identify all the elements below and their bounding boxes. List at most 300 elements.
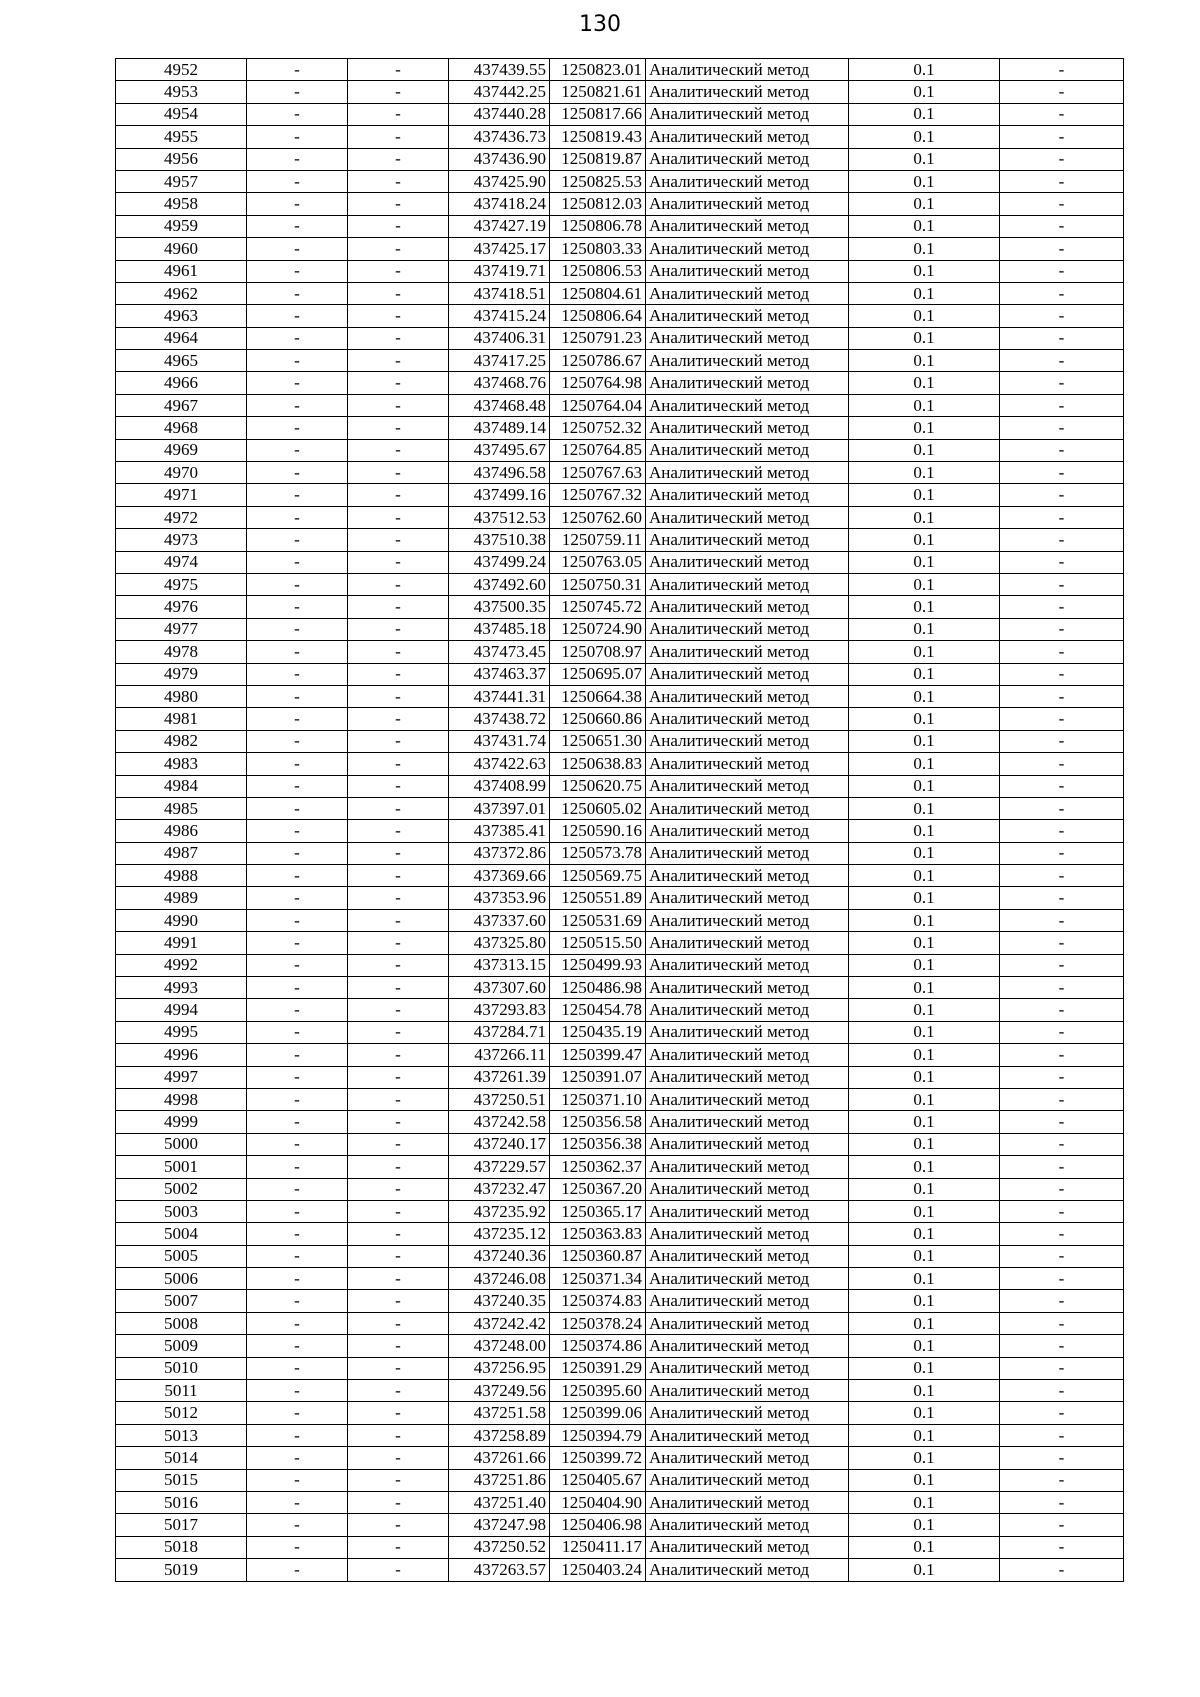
point-number-cell: 4969 xyxy=(116,439,247,461)
x-coordinate-cell: 437258.89 xyxy=(449,1424,550,1446)
accuracy-cell: 0.1 xyxy=(849,1514,1000,1536)
method-cell: Аналитический метод xyxy=(646,842,849,864)
table-row xyxy=(116,977,1124,999)
method-cell: Аналитический метод xyxy=(646,865,849,887)
x-coordinate-cell: 437293.83 xyxy=(449,999,550,1021)
table-row xyxy=(116,1357,1124,1379)
point-number-cell: 4971 xyxy=(116,484,247,506)
table-row xyxy=(116,1223,1124,1245)
empty-cell: - xyxy=(1000,350,1124,372)
empty-cell: - xyxy=(247,417,348,439)
point-number-cell: 5007 xyxy=(116,1290,247,1312)
empty-cell: - xyxy=(1000,1447,1124,1469)
accuracy-cell: 0.1 xyxy=(849,954,1000,976)
empty-cell: - xyxy=(247,1514,348,1536)
empty-cell: - xyxy=(1000,193,1124,215)
y-coordinate-cell: 1250660.86 xyxy=(550,708,646,730)
point-number-cell: 4974 xyxy=(116,551,247,573)
empty-cell: - xyxy=(247,1357,348,1379)
empty-cell: - xyxy=(1000,999,1124,1021)
method-cell: Аналитический метод xyxy=(646,573,849,595)
point-number-cell: 4966 xyxy=(116,372,247,394)
x-coordinate-cell: 437266.11 xyxy=(449,1044,550,1066)
empty-cell: - xyxy=(247,394,348,416)
method-cell: Аналитический метод xyxy=(646,148,849,170)
table-row xyxy=(116,909,1124,931)
empty-cell: - xyxy=(247,238,348,260)
empty-cell: - xyxy=(247,1133,348,1155)
empty-cell: - xyxy=(348,708,449,730)
point-number-cell: 4973 xyxy=(116,529,247,551)
empty-cell: - xyxy=(348,506,449,528)
empty-cell: - xyxy=(348,641,449,663)
point-number-cell: 5015 xyxy=(116,1469,247,1491)
empty-cell: - xyxy=(247,1200,348,1222)
method-cell: Аналитический метод xyxy=(646,685,849,707)
empty-cell: - xyxy=(1000,260,1124,282)
point-number-cell: 4990 xyxy=(116,909,247,931)
x-coordinate-cell: 437418.24 xyxy=(449,193,550,215)
y-coordinate-cell: 1250403.24 xyxy=(550,1559,646,1581)
point-number-cell: 5013 xyxy=(116,1424,247,1446)
method-cell: Аналитический метод xyxy=(646,282,849,304)
accuracy-cell: 0.1 xyxy=(849,1312,1000,1334)
empty-cell: - xyxy=(1000,215,1124,237)
empty-cell: - xyxy=(348,327,449,349)
table-row xyxy=(116,1312,1124,1334)
x-coordinate-cell: 437436.90 xyxy=(449,148,550,170)
empty-cell: - xyxy=(247,999,348,1021)
point-number-cell: 4960 xyxy=(116,238,247,260)
x-coordinate-cell: 437492.60 xyxy=(449,573,550,595)
x-coordinate-cell: 437242.42 xyxy=(449,1312,550,1334)
x-coordinate-cell: 437248.00 xyxy=(449,1335,550,1357)
method-cell: Аналитический метод xyxy=(646,372,849,394)
empty-cell: - xyxy=(1000,1514,1124,1536)
x-coordinate-cell: 437372.86 xyxy=(449,842,550,864)
point-number-cell: 4994 xyxy=(116,999,247,1021)
point-number-cell: 5014 xyxy=(116,1447,247,1469)
method-cell: Аналитический метод xyxy=(646,797,849,819)
empty-cell: - xyxy=(1000,170,1124,192)
table-row xyxy=(116,1021,1124,1043)
empty-cell: - xyxy=(247,708,348,730)
y-coordinate-cell: 1250404.90 xyxy=(550,1492,646,1514)
y-coordinate-cell: 1250759.11 xyxy=(550,529,646,551)
empty-cell: - xyxy=(1000,909,1124,931)
empty-cell: - xyxy=(1000,663,1124,685)
y-coordinate-cell: 1250394.79 xyxy=(550,1424,646,1446)
point-number-cell: 4988 xyxy=(116,865,247,887)
empty-cell: - xyxy=(1000,1044,1124,1066)
x-coordinate-cell: 437232.47 xyxy=(449,1178,550,1200)
point-number-cell: 5004 xyxy=(116,1223,247,1245)
empty-cell: - xyxy=(247,909,348,931)
method-cell: Аналитический метод xyxy=(646,1335,849,1357)
empty-cell: - xyxy=(348,1469,449,1491)
empty-cell: - xyxy=(348,81,449,103)
method-cell: Аналитический метод xyxy=(646,1223,849,1245)
accuracy-cell: 0.1 xyxy=(849,685,1000,707)
empty-cell: - xyxy=(1000,685,1124,707)
x-coordinate-cell: 437397.01 xyxy=(449,797,550,819)
y-coordinate-cell: 1250454.78 xyxy=(550,999,646,1021)
method-cell: Аналитический метод xyxy=(646,81,849,103)
point-number-cell: 4962 xyxy=(116,282,247,304)
empty-cell: - xyxy=(247,1424,348,1446)
method-cell: Аналитический метод xyxy=(646,1469,849,1491)
table-row xyxy=(116,282,1124,304)
point-number-cell: 4954 xyxy=(116,103,247,125)
empty-cell: - xyxy=(247,1312,348,1334)
point-number-cell: 5018 xyxy=(116,1536,247,1558)
empty-cell: - xyxy=(348,797,449,819)
accuracy-cell: 0.1 xyxy=(849,462,1000,484)
accuracy-cell: 0.1 xyxy=(849,1200,1000,1222)
empty-cell: - xyxy=(247,1380,348,1402)
point-number-cell: 5012 xyxy=(116,1402,247,1424)
empty-cell: - xyxy=(348,282,449,304)
accuracy-cell: 0.1 xyxy=(849,126,1000,148)
empty-cell: - xyxy=(348,932,449,954)
empty-cell: - xyxy=(247,1021,348,1043)
y-coordinate-cell: 1250399.06 xyxy=(550,1402,646,1424)
point-number-cell: 4964 xyxy=(116,327,247,349)
x-coordinate-cell: 437313.15 xyxy=(449,954,550,976)
method-cell: Аналитический метод xyxy=(646,1245,849,1267)
y-coordinate-cell: 1250803.33 xyxy=(550,238,646,260)
accuracy-cell: 0.1 xyxy=(849,305,1000,327)
point-number-cell: 5001 xyxy=(116,1156,247,1178)
y-coordinate-cell: 1250804.61 xyxy=(550,282,646,304)
table-row xyxy=(116,1111,1124,1133)
empty-cell: - xyxy=(348,618,449,640)
empty-cell: - xyxy=(247,350,348,372)
y-coordinate-cell: 1250406.98 xyxy=(550,1514,646,1536)
table-row xyxy=(116,215,1124,237)
table-row xyxy=(116,484,1124,506)
y-coordinate-cell: 1250374.86 xyxy=(550,1335,646,1357)
empty-cell: - xyxy=(1000,1380,1124,1402)
accuracy-cell: 0.1 xyxy=(849,506,1000,528)
y-coordinate-cell: 1250823.01 xyxy=(550,59,646,81)
empty-cell: - xyxy=(348,350,449,372)
x-coordinate-cell: 437242.58 xyxy=(449,1111,550,1133)
method-cell: Аналитический метод xyxy=(646,663,849,685)
accuracy-cell: 0.1 xyxy=(849,730,1000,752)
point-number-cell: 5003 xyxy=(116,1200,247,1222)
y-coordinate-cell: 1250405.67 xyxy=(550,1469,646,1491)
table-row xyxy=(116,1290,1124,1312)
empty-cell: - xyxy=(247,730,348,752)
method-cell: Аналитический метод xyxy=(646,327,849,349)
empty-cell: - xyxy=(348,1514,449,1536)
accuracy-cell: 0.1 xyxy=(849,1111,1000,1133)
table-row xyxy=(116,954,1124,976)
y-coordinate-cell: 1250786.67 xyxy=(550,350,646,372)
empty-cell: - xyxy=(1000,977,1124,999)
method-cell: Аналитический метод xyxy=(646,932,849,954)
point-number-cell: 4970 xyxy=(116,462,247,484)
empty-cell: - xyxy=(348,573,449,595)
empty-cell: - xyxy=(1000,1335,1124,1357)
accuracy-cell: 0.1 xyxy=(849,1044,1000,1066)
x-coordinate-cell: 437427.19 xyxy=(449,215,550,237)
accuracy-cell: 0.1 xyxy=(849,170,1000,192)
y-coordinate-cell: 1250638.83 xyxy=(550,753,646,775)
accuracy-cell: 0.1 xyxy=(849,1021,1000,1043)
accuracy-cell: 0.1 xyxy=(849,820,1000,842)
method-cell: Аналитический метод xyxy=(646,350,849,372)
x-coordinate-cell: 437261.39 xyxy=(449,1066,550,1088)
empty-cell: - xyxy=(247,977,348,999)
x-coordinate-cell: 437246.08 xyxy=(449,1268,550,1290)
empty-cell: - xyxy=(247,529,348,551)
empty-cell: - xyxy=(348,551,449,573)
y-coordinate-cell: 1250371.10 xyxy=(550,1088,646,1110)
point-number-cell: 4986 xyxy=(116,820,247,842)
accuracy-cell: 0.1 xyxy=(849,977,1000,999)
method-cell: Аналитический метод xyxy=(646,708,849,730)
empty-cell: - xyxy=(348,1066,449,1088)
y-coordinate-cell: 1250378.24 xyxy=(550,1312,646,1334)
x-coordinate-cell: 437240.17 xyxy=(449,1133,550,1155)
x-coordinate-cell: 437440.28 xyxy=(449,103,550,125)
empty-cell: - xyxy=(247,1559,348,1581)
x-coordinate-cell: 437250.51 xyxy=(449,1088,550,1110)
table-row xyxy=(116,1424,1124,1446)
empty-cell: - xyxy=(1000,282,1124,304)
point-number-cell: 5017 xyxy=(116,1514,247,1536)
empty-cell: - xyxy=(1000,551,1124,573)
point-number-cell: 4972 xyxy=(116,506,247,528)
method-cell: Аналитический метод xyxy=(646,193,849,215)
point-number-cell: 5006 xyxy=(116,1268,247,1290)
table-row xyxy=(116,439,1124,461)
accuracy-cell: 0.1 xyxy=(849,529,1000,551)
point-number-cell: 4953 xyxy=(116,81,247,103)
table-row xyxy=(116,1402,1124,1424)
table-row xyxy=(116,1133,1124,1155)
y-coordinate-cell: 1250695.07 xyxy=(550,663,646,685)
table-row xyxy=(116,887,1124,909)
empty-cell: - xyxy=(247,551,348,573)
point-number-cell: 4979 xyxy=(116,663,247,685)
table-row xyxy=(116,238,1124,260)
method-cell: Аналитический метод xyxy=(646,641,849,663)
y-coordinate-cell: 1250399.72 xyxy=(550,1447,646,1469)
y-coordinate-cell: 1250764.85 xyxy=(550,439,646,461)
empty-cell: - xyxy=(1000,484,1124,506)
x-coordinate-cell: 437431.74 xyxy=(449,730,550,752)
accuracy-cell: 0.1 xyxy=(849,1290,1000,1312)
empty-cell: - xyxy=(1000,797,1124,819)
table-row xyxy=(116,1492,1124,1514)
empty-cell: - xyxy=(1000,1133,1124,1155)
accuracy-cell: 0.1 xyxy=(849,1268,1000,1290)
accuracy-cell: 0.1 xyxy=(849,753,1000,775)
empty-cell: - xyxy=(1000,1536,1124,1558)
table-row xyxy=(116,1335,1124,1357)
y-coordinate-cell: 1250371.34 xyxy=(550,1268,646,1290)
point-number-cell: 4984 xyxy=(116,775,247,797)
x-coordinate-cell: 437369.66 xyxy=(449,865,550,887)
point-number-cell: 4993 xyxy=(116,977,247,999)
empty-cell: - xyxy=(247,954,348,976)
x-coordinate-cell: 437473.45 xyxy=(449,641,550,663)
accuracy-cell: 0.1 xyxy=(849,708,1000,730)
x-coordinate-cell: 437408.99 xyxy=(449,775,550,797)
point-number-cell: 4989 xyxy=(116,887,247,909)
method-cell: Аналитический метод xyxy=(646,439,849,461)
y-coordinate-cell: 1250374.83 xyxy=(550,1290,646,1312)
empty-cell: - xyxy=(348,238,449,260)
x-coordinate-cell: 437441.31 xyxy=(449,685,550,707)
empty-cell: - xyxy=(1000,462,1124,484)
y-coordinate-cell: 1250363.83 xyxy=(550,1223,646,1245)
empty-cell: - xyxy=(1000,1559,1124,1581)
x-coordinate-cell: 437284.71 xyxy=(449,1021,550,1043)
empty-cell: - xyxy=(348,1290,449,1312)
table-row xyxy=(116,1066,1124,1088)
y-coordinate-cell: 1250399.47 xyxy=(550,1044,646,1066)
y-coordinate-cell: 1250573.78 xyxy=(550,842,646,864)
empty-cell: - xyxy=(247,81,348,103)
table-row xyxy=(116,417,1124,439)
x-coordinate-cell: 437229.57 xyxy=(449,1156,550,1178)
point-number-cell: 4998 xyxy=(116,1088,247,1110)
empty-cell: - xyxy=(348,887,449,909)
method-cell: Аналитический метод xyxy=(646,1380,849,1402)
table-row xyxy=(116,730,1124,752)
empty-cell: - xyxy=(1000,103,1124,125)
accuracy-cell: 0.1 xyxy=(849,1559,1000,1581)
table-row xyxy=(116,372,1124,394)
empty-cell: - xyxy=(1000,573,1124,595)
empty-cell: - xyxy=(247,170,348,192)
method-cell: Аналитический метод xyxy=(646,506,849,528)
y-coordinate-cell: 1250708.97 xyxy=(550,641,646,663)
table-row xyxy=(116,1156,1124,1178)
accuracy-cell: 0.1 xyxy=(849,1066,1000,1088)
method-cell: Аналитический метод xyxy=(646,1021,849,1043)
accuracy-cell: 0.1 xyxy=(849,439,1000,461)
x-coordinate-cell: 437256.95 xyxy=(449,1357,550,1379)
point-number-cell: 4992 xyxy=(116,954,247,976)
empty-cell: - xyxy=(247,775,348,797)
empty-cell: - xyxy=(1000,1245,1124,1267)
empty-cell: - xyxy=(348,663,449,685)
x-coordinate-cell: 437240.36 xyxy=(449,1245,550,1267)
table-row xyxy=(116,59,1124,81)
empty-cell: - xyxy=(1000,1469,1124,1491)
empty-cell: - xyxy=(247,1268,348,1290)
point-number-cell: 4987 xyxy=(116,842,247,864)
empty-cell: - xyxy=(1000,932,1124,954)
empty-cell: - xyxy=(348,1111,449,1133)
accuracy-cell: 0.1 xyxy=(849,573,1000,595)
point-number-cell: 4978 xyxy=(116,641,247,663)
accuracy-cell: 0.1 xyxy=(849,1380,1000,1402)
table-row xyxy=(116,842,1124,864)
point-number-cell: 4980 xyxy=(116,685,247,707)
point-number-cell: 4955 xyxy=(116,126,247,148)
method-cell: Аналитический метод xyxy=(646,1514,849,1536)
x-coordinate-cell: 437512.53 xyxy=(449,506,550,528)
point-number-cell: 5002 xyxy=(116,1178,247,1200)
point-number-cell: 5009 xyxy=(116,1335,247,1357)
x-coordinate-cell: 437485.18 xyxy=(449,618,550,640)
point-number-cell: 4981 xyxy=(116,708,247,730)
y-coordinate-cell: 1250821.61 xyxy=(550,81,646,103)
table-row xyxy=(116,81,1124,103)
accuracy-cell: 0.1 xyxy=(849,1492,1000,1514)
empty-cell: - xyxy=(348,148,449,170)
x-coordinate-cell: 437442.25 xyxy=(449,81,550,103)
empty-cell: - xyxy=(247,1088,348,1110)
y-coordinate-cell: 1250806.64 xyxy=(550,305,646,327)
empty-cell: - xyxy=(348,999,449,1021)
empty-cell: - xyxy=(247,1402,348,1424)
point-number-cell: 4991 xyxy=(116,932,247,954)
method-cell: Аналитический метод xyxy=(646,1066,849,1088)
empty-cell: - xyxy=(1000,887,1124,909)
x-coordinate-cell: 437251.58 xyxy=(449,1402,550,1424)
empty-cell: - xyxy=(247,1536,348,1558)
point-number-cell: 4983 xyxy=(116,753,247,775)
accuracy-cell: 0.1 xyxy=(849,641,1000,663)
y-coordinate-cell: 1250620.75 xyxy=(550,775,646,797)
empty-cell: - xyxy=(247,1111,348,1133)
table-row xyxy=(116,865,1124,887)
accuracy-cell: 0.1 xyxy=(849,193,1000,215)
accuracy-cell: 0.1 xyxy=(849,1335,1000,1357)
empty-cell: - xyxy=(348,1223,449,1245)
point-number-cell: 4952 xyxy=(116,59,247,81)
y-coordinate-cell: 1250569.75 xyxy=(550,865,646,887)
accuracy-cell: 0.1 xyxy=(849,103,1000,125)
empty-cell: - xyxy=(1000,238,1124,260)
y-coordinate-cell: 1250486.98 xyxy=(550,977,646,999)
accuracy-cell: 0.1 xyxy=(849,282,1000,304)
y-coordinate-cell: 1250651.30 xyxy=(550,730,646,752)
accuracy-cell: 0.1 xyxy=(849,797,1000,819)
y-coordinate-cell: 1250791.23 xyxy=(550,327,646,349)
empty-cell: - xyxy=(348,1178,449,1200)
empty-cell: - xyxy=(1000,1492,1124,1514)
accuracy-cell: 0.1 xyxy=(849,596,1000,618)
empty-cell: - xyxy=(247,126,348,148)
x-coordinate-cell: 437425.90 xyxy=(449,170,550,192)
empty-cell: - xyxy=(247,1223,348,1245)
empty-cell: - xyxy=(247,260,348,282)
empty-cell: - xyxy=(247,1044,348,1066)
x-coordinate-cell: 437489.14 xyxy=(449,417,550,439)
accuracy-cell: 0.1 xyxy=(849,551,1000,573)
empty-cell: - xyxy=(1000,126,1124,148)
empty-cell: - xyxy=(348,1335,449,1357)
empty-cell: - xyxy=(247,1066,348,1088)
y-coordinate-cell: 1250767.32 xyxy=(550,484,646,506)
table-row xyxy=(116,596,1124,618)
empty-cell: - xyxy=(247,462,348,484)
x-coordinate-cell: 437263.57 xyxy=(449,1559,550,1581)
table-row xyxy=(116,618,1124,640)
empty-cell: - xyxy=(247,753,348,775)
x-coordinate-cell: 437419.71 xyxy=(449,260,550,282)
table-row xyxy=(116,1447,1124,1469)
method-cell: Аналитический метод xyxy=(646,126,849,148)
